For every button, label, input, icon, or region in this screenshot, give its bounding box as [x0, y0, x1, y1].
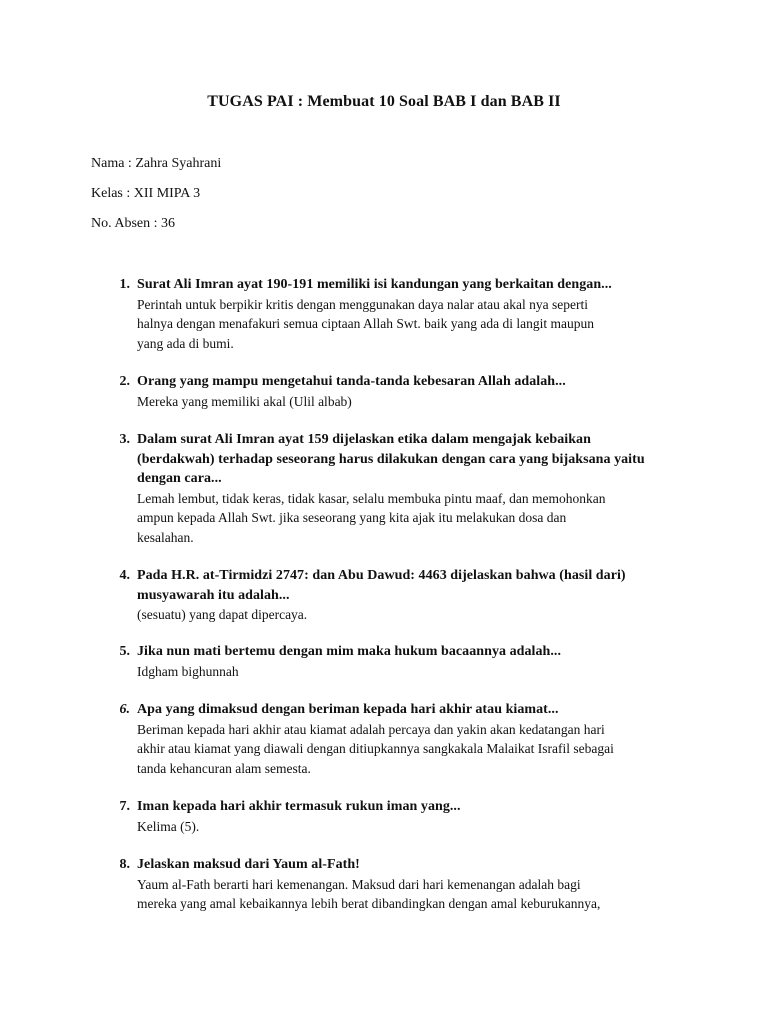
answer-line: Lemah lembut, tidak keras, tidak kasar, selalu membuka pintu maaf, dan memohonkan: [137, 490, 606, 506]
answer-text: [137, 662, 677, 682]
answer-line: Yaum al-Fath berarti hari kemenangan. Maksud dari hari kemenangan adalah bagi: [137, 876, 581, 892]
answer-text: [137, 489, 677, 548]
question-text: [137, 642, 687, 662]
question-text: [137, 430, 687, 489]
answer-text: [137, 817, 677, 837]
student-absen-number: No. Absen : 36: [91, 216, 175, 231]
question-number: 4.: [119, 568, 130, 583]
question-number: 1.: [119, 277, 130, 292]
question-number: 2.: [119, 374, 130, 389]
question-line: Surat Ali Imran ayat 190-191 memiliki isi kandungan yang berkaitan dengan...: [137, 277, 612, 292]
answer-text: [137, 392, 677, 412]
answer-line: halnya dengan menafakuri semua ciptaan Allah Swt. baik yang ada di langit maupun: [137, 316, 594, 331]
answer-line: kesalahan.: [137, 529, 194, 545]
question-line: Jelaskan maksud dari Yaum al-Fath!: [137, 857, 360, 872]
answer-line: Mereka yang memiliki akal (Ulil albab): [137, 393, 352, 409]
answer-text: [137, 295, 677, 354]
question-line: (berdakwah) terhadap seseorang harus dilakukan dengan cara yang bijaksana yaitu: [137, 451, 645, 467]
answer-line: Perintah untuk berpikir kritis dengan menggunakan daya nalar atau akal nya seperti: [137, 296, 588, 312]
question-line: Pada H.R. at-Tirmidzi 2747: dan Abu Dawud: 4463 dijelaskan bahwa (hasil dari): [137, 568, 626, 583]
answer-line: tanda kehancuran alam semesta.: [137, 760, 311, 776]
answer-text: [137, 875, 677, 914]
question-line: Apa yang dimaksud dengan beriman kepada hari akhir atau kiamat...: [137, 702, 559, 717]
question-text: [137, 700, 687, 720]
question-text: [137, 797, 687, 817]
answer-text: [137, 720, 677, 779]
answer-line: Kelima (5).: [137, 818, 200, 834]
question-number: 6.: [119, 702, 130, 717]
question-text: [137, 275, 687, 295]
answer-line: yang ada di bumi.: [137, 335, 234, 351]
question-number: 8.: [119, 857, 130, 872]
question-number: 5.: [119, 644, 130, 659]
student-class: Kelas : XII MIPA 3: [91, 186, 201, 201]
question-text: [137, 566, 687, 605]
student-name: Nama : Zahra Syahrani: [91, 156, 222, 171]
question-line: Iman kepada hari akhir termasuk rukun iman yang...: [137, 799, 461, 814]
document-title: TUGAS PAI : Membuat 10 Soal BAB I dan BAB II: [207, 93, 561, 110]
answer-line: ampun kepada Allah Swt. jika seseorang yang kita ajak itu melakukan dosa dan: [137, 510, 567, 525]
question-line: dengan cara...: [137, 471, 222, 486]
question-number: 3.: [119, 432, 130, 447]
answer-line: Idgham bighunnah: [137, 663, 239, 679]
question-line: Orang yang mampu mengetahui tanda-tanda kebesaran Allah adalah...: [137, 374, 566, 389]
answer-line: (sesuatu) yang dapat dipercaya.: [137, 607, 308, 622]
answer-line: mereka yang amal kebaikannya lebih berat dibandingkan dengan amal keburukannya,: [137, 896, 601, 911]
question-line: Dalam surat Ali Imran ayat 159 dijelaskan etika dalam mengajak kebaikan: [137, 432, 591, 447]
question-line: Jika nun mati bertemu dengan mim maka hukum bacaannya adalah...: [137, 644, 562, 659]
answer-line: Beriman kepada hari akhir atau kiamat adalah percaya dan yakin akan kedatangan hari: [137, 721, 605, 737]
question-text: [137, 372, 687, 392]
answer-text: [137, 605, 677, 625]
question-text: [137, 855, 687, 875]
answer-line: akhir atau kiamat yang diawali dengan ditiupkannya sangkakala Malaikat Israfil sebagai: [137, 741, 614, 756]
question-number: 7.: [119, 799, 130, 814]
question-line: musyawarah itu adalah...: [137, 587, 290, 603]
